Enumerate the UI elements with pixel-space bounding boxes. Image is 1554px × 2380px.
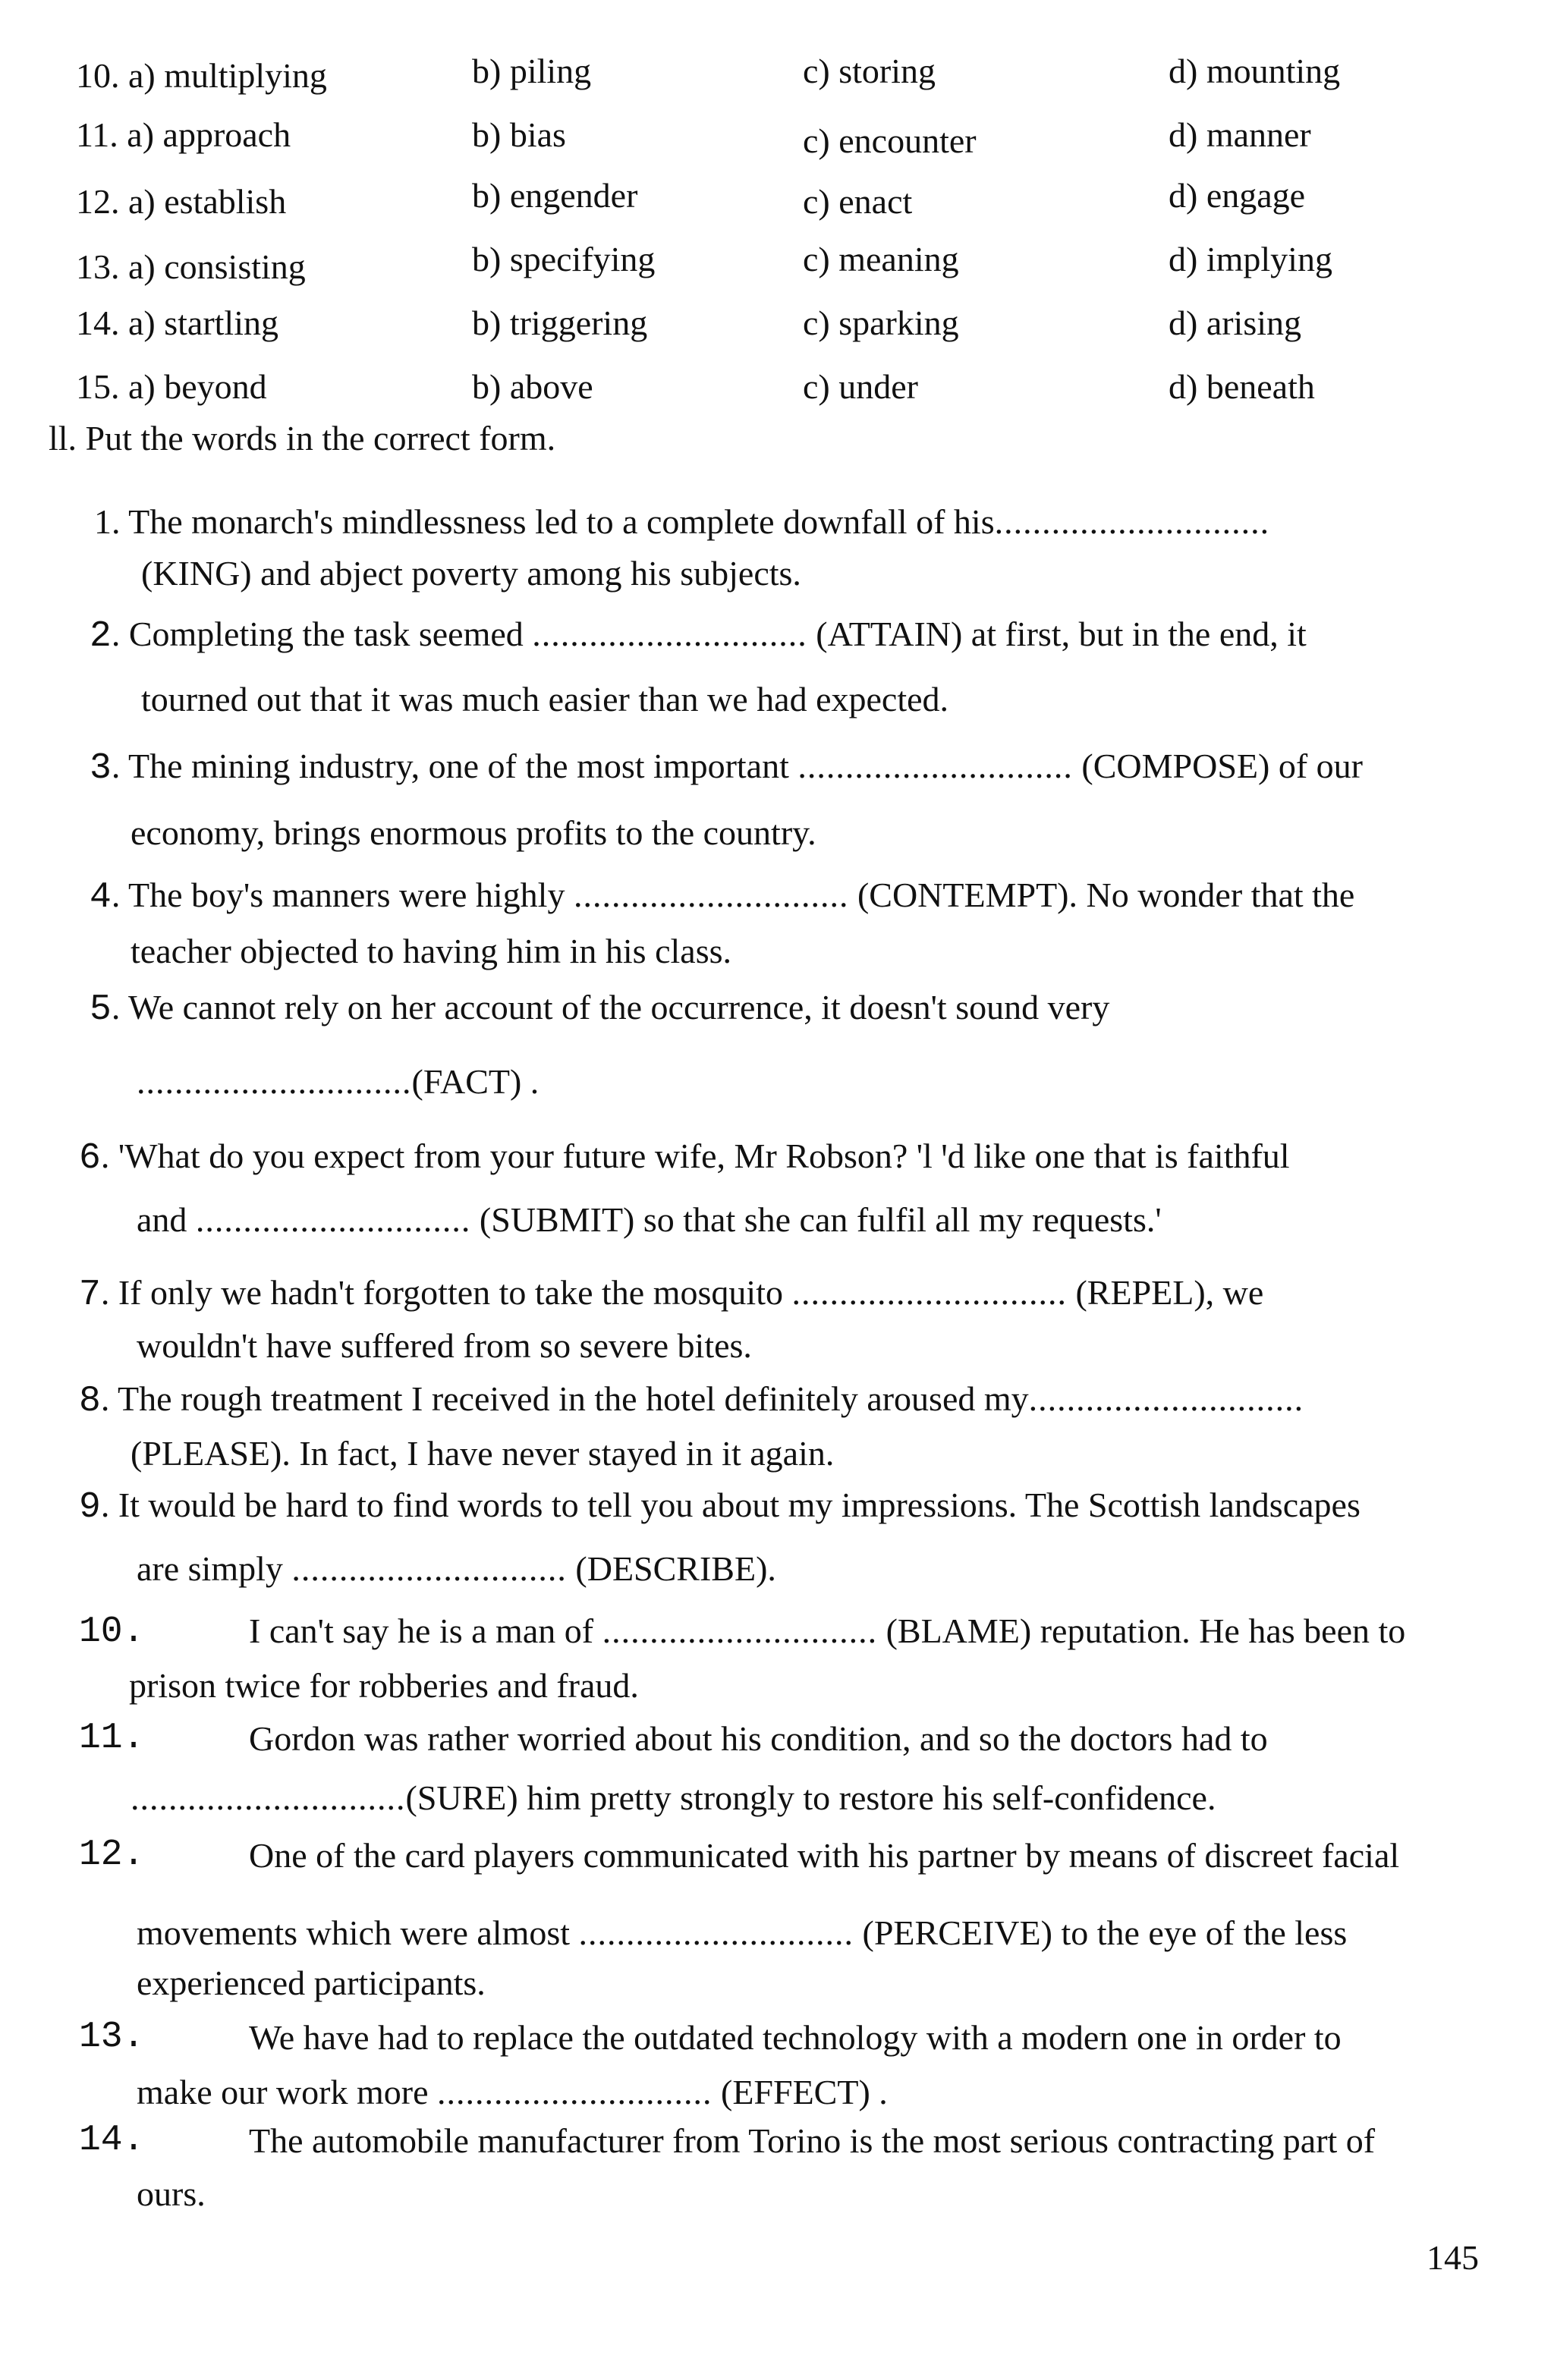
item-number: 1 — [94, 502, 112, 541]
page-number: 145 — [1427, 2238, 1479, 2277]
exercise-item-12: One of the card players communicated with his partner by means of discreet facial — [249, 1836, 1400, 1875]
item-number: 7 — [79, 1275, 101, 1316]
item-number: 11. — [79, 1718, 145, 1759]
item-number: 3 — [90, 748, 112, 789]
item-number: 10. — [79, 1611, 145, 1652]
choice-option-c: c) under — [803, 367, 918, 406]
answer-blank: ............................. — [578, 1913, 854, 1952]
answer-blank: ............................. — [131, 1778, 406, 1817]
choice-option-d: d) arising — [1169, 303, 1302, 342]
choice-option-c: c) storing — [803, 52, 936, 90]
exercise-item-6: 6. 'What do you expect from your future wife, Mr Robson? 'l ꞌd like one that is faithful — [79, 1137, 1290, 1179]
item-number: 12. — [79, 1835, 145, 1875]
choice-option-b: b) bias — [472, 115, 566, 154]
exercise-item-11: Gordon was rather worried about his condition, and so the doctors had to — [249, 1719, 1268, 1758]
answer-blank: ............................. — [291, 1549, 567, 1588]
item-number: 2 — [90, 616, 112, 657]
exercise-item-13: We have had to replace the outdated technology with a modern one in order to — [249, 2018, 1342, 2057]
answer-blank: ............................. — [195, 1200, 471, 1239]
choice-row: 15. a) beyond — [76, 367, 267, 406]
answer-blank: ............................. — [1028, 1379, 1304, 1418]
choice-option-d: d) implying — [1169, 240, 1332, 278]
choice-option-b: b) engender — [472, 176, 638, 215]
choice-option-c: c) meaning — [803, 240, 959, 278]
choice-option-c: c) encounter — [803, 121, 977, 160]
choice-option-c: c) sparking — [803, 303, 959, 342]
choice-row: 13. a) consisting — [76, 247, 306, 286]
choice-option-d: d) manner — [1169, 115, 1311, 154]
exercise-item-8: 8. The rough treatment I received in the hotel definitely aroused my............................. — [79, 1379, 1304, 1422]
choice-option-b: b) triggering — [472, 303, 648, 342]
choice-option-d: d) mounting — [1169, 52, 1341, 90]
item-number: 4 — [90, 877, 112, 918]
answer-blank: ............................. — [532, 615, 807, 653]
choice-option-d: d) engage — [1169, 176, 1306, 215]
choice-option-b: b) above — [472, 367, 593, 406]
item-number: 8 — [79, 1381, 101, 1422]
item-number: 13. — [79, 2017, 145, 2058]
answer-blank: ............................. — [797, 747, 1073, 785]
section-title: ll. Put the words in the correct form. — [49, 419, 556, 457]
choice-option-d: d) beneath — [1169, 367, 1315, 406]
exercise-item-1: 1. The monarch's mindlessness led to a complete downfall of his............................. — [94, 502, 1270, 541]
choice-option-c: c) enact — [803, 182, 913, 221]
choice-row: 14. a) startling — [76, 303, 278, 342]
answer-blank: ............................. — [573, 876, 849, 914]
item-number: 6 — [79, 1138, 101, 1179]
answer-blank: ............................. — [994, 502, 1270, 541]
choice-option-b: b) specifying — [472, 240, 656, 278]
exercise-item-9: 9. It would be hard to find words to tell you about my impressions. The Scottish landscapes — [79, 1486, 1361, 1528]
exercise-item-2: 2. Completing the task seemed ............................. (ATTAIN) at first, but in the end, it — [90, 615, 1307, 657]
answer-blank: ............................. — [791, 1273, 1067, 1312]
exercise-item-3: 3. The mining industry, one of the most important ............................. (COMPOSE) of our — [90, 747, 1363, 789]
item-number: 5 — [90, 989, 112, 1030]
answer-blank: ............................. — [602, 1611, 878, 1650]
exercise-item-5: 5. We cannot rely on her account of the occurrence, it doesn't sound very — [90, 988, 1110, 1030]
exercise-item-14: The automobile manufacturer from Torino is the most serious contracting part of — [249, 2121, 1376, 2160]
choice-row: 11. a) approach — [76, 115, 291, 154]
exercise-item-7: 7. If only we hadn't forgotten to take the mosquito ............................. (REPEL), we — [79, 1273, 1264, 1316]
answer-blank: ............................. — [437, 2073, 713, 2111]
choice-row: 10. a) multiplying — [76, 56, 327, 95]
exercise-item-10: I can't say he is a man of ............................. (BLAME) reputation. He has been to — [249, 1611, 1406, 1650]
choice-row: 12. a) establish — [76, 182, 287, 221]
choice-option-b: b) piling — [472, 52, 592, 90]
worksheet-page: 10. a) multiplying b) piling c) storing d) mounting 11. a) approach b) bias c) encounter d) manner 12. a) establish b) engender c) enact d) engage 13. a) consisting b) specifying c) meaning d) implying 14. a) startling b) triggering c) sparking d) arising 15. a) beyond b) above c) under d) beneath ll. Put the words in the correct form. 1. The monarch's mindlessness led to a complete downfall of his............................. (KING) and abject poverty among his subjects. 2. Completing the task seemed ............................. (ATTAIN) at first, but in the end, it tourned out that it was much easier than we had expected. 3. The mining industry, one of the most important ............................. (COMPOSE) of our economy, brings enormous profits to the country. 4. The boy's manners were highly ............................. (CONTEMPT). No wonder that the teacher objected to having him in his class. 5. We cannot rely on her account of the occurrence, it doesn't sound very .............................(FACT) . 6. 'What do you expect from your future wife, Mr Robson? 'l ꞌd like one that is faithful and ............................. (SUBMIT) so that she can fulfil all my requests.' 7. If only we hadn't forgotten to take the mosquito ............................. (REPEL), we wouldn't have suffered from so severe bites. 8. The rough treatment I received in the hotel definitely aroused my............................. (PLEASE). In fact, I have never stayed in it again. 9. It would be hard to find words to tell you about my impressions. The Scottish landscapes are simply ............................. (DESCRIBE). 10. I can't say he is a man of ............................. (BLAME) reputation. He has been to prison twice for robberies and fraud. 11. Gordon was rather worried about his condition, and so the doctors had to .............................(SURE) him pretty strongly to restore his self-confidence. 12. One of the card players communicated with his partner by means of discreet facial movements which were almost ............................. (PERCEIVE) to the eye of the less experienced participants. 13. We have had to replace the outdated technology with a modern one in order to make our work more ............................. (EFFECT) . 14. The automobile manufacturer from Torino is the most serious contracting part of ours. 145 — [49, 52, 1479, 2277]
answer-blank: ............................. — [137, 1062, 412, 1101]
exercise-item-4: 4. The boy's manners were highly ............................. (CONTEMPT). No wonder that the — [90, 876, 1355, 918]
item-number: 9 — [79, 1487, 101, 1528]
item-number: 14. — [79, 2120, 145, 2161]
